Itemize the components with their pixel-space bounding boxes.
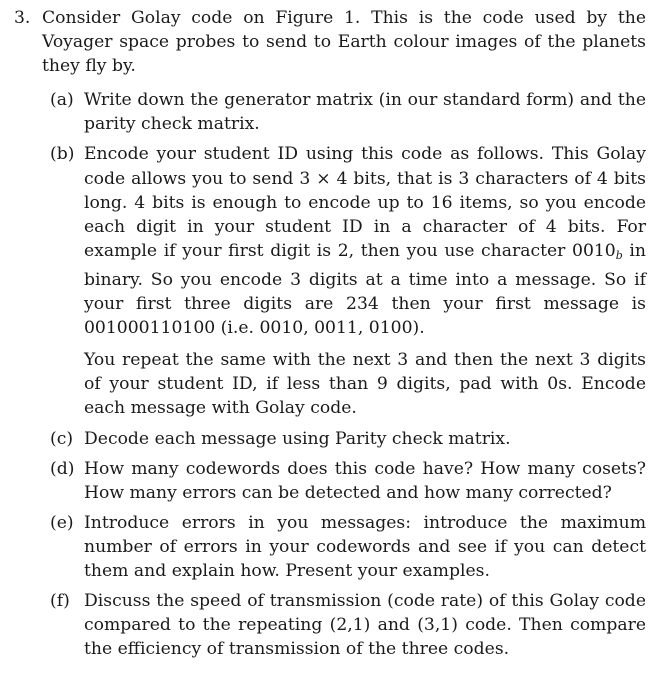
sub-question-text: Introduce errors in you messages: introduce the maximum number of errors in your codewords and see if you can detect them and explain how. Present your examples.	[84, 512, 646, 581]
sub-question-text: How many codewords does this code have? How many cosets? How many errors can be detected and how many corrected?	[84, 458, 646, 503]
sub-question-text: Discuss the speed of transmission (code rate) of this Golay code compared to the repeating (2,1) and (3,1) code. Then compare the efficiency of transmission of the three codes.	[84, 591, 646, 660]
sub-question-label: (c)	[50, 428, 74, 449]
sub-question-body	[84, 142, 646, 420]
sub-question-label: (a)	[50, 90, 74, 111]
sub-question-list	[14, 88, 646, 661]
sub-question-e	[50, 511, 646, 583]
sub-question-label: (d)	[50, 458, 75, 479]
question-header	[14, 6, 646, 78]
paragraph-tail: in binary. So you encode 3 digits at a time into a message. So if your first three digits are 234 then your first message is 001000110100 (i.e. 0010, 0011, 0100).	[84, 240, 646, 339]
sub-question-body	[84, 457, 646, 505]
sub-question-d	[50, 457, 646, 505]
sub-question-text: You repeat the same with the next 3 and then the next 3 digits of your student ID, if less than 9 digits, pad with 0s. Encode each message with Golay code.	[84, 350, 646, 419]
sub-question-label: (f)	[50, 591, 70, 612]
sub-question-body	[84, 589, 646, 661]
sub-question-b	[50, 142, 646, 420]
sub-question-f	[50, 589, 646, 661]
sub-question-label: (b)	[50, 144, 75, 165]
sub-question-body	[84, 88, 646, 136]
sub-question-a	[50, 88, 646, 136]
sub-question-label: (e)	[50, 512, 74, 533]
sub-question-text	[84, 142, 646, 340]
sub-question-text: Write down the generator matrix (in our standard form) and the parity check matrix.	[84, 90, 646, 135]
sub-question-body	[84, 427, 646, 451]
question-text: Consider Golay code on Figure 1. This is the code used by the Voyager space probes to send to Earth colour images of the planets they fly by.	[42, 8, 646, 77]
sub-question-text: Decode each message using Parity check matrix.	[84, 428, 511, 449]
paragraph-head: Encode your student ID using this code as follows. This Golay code allows you to send 3 × 4 bits, that is 3 characters of 4 bits long. 4 bits is enough to encode up to 16 items, so you encode each digit in your student ID in a character of 4 bits. For example if your first digit is 2, then you use character 0010	[84, 144, 646, 261]
sub-question-body	[84, 511, 646, 583]
question-number: 3.	[14, 8, 31, 28]
sub-question-c	[50, 427, 646, 451]
binary-subscript: b	[615, 248, 623, 262]
question-3	[14, 6, 646, 667]
